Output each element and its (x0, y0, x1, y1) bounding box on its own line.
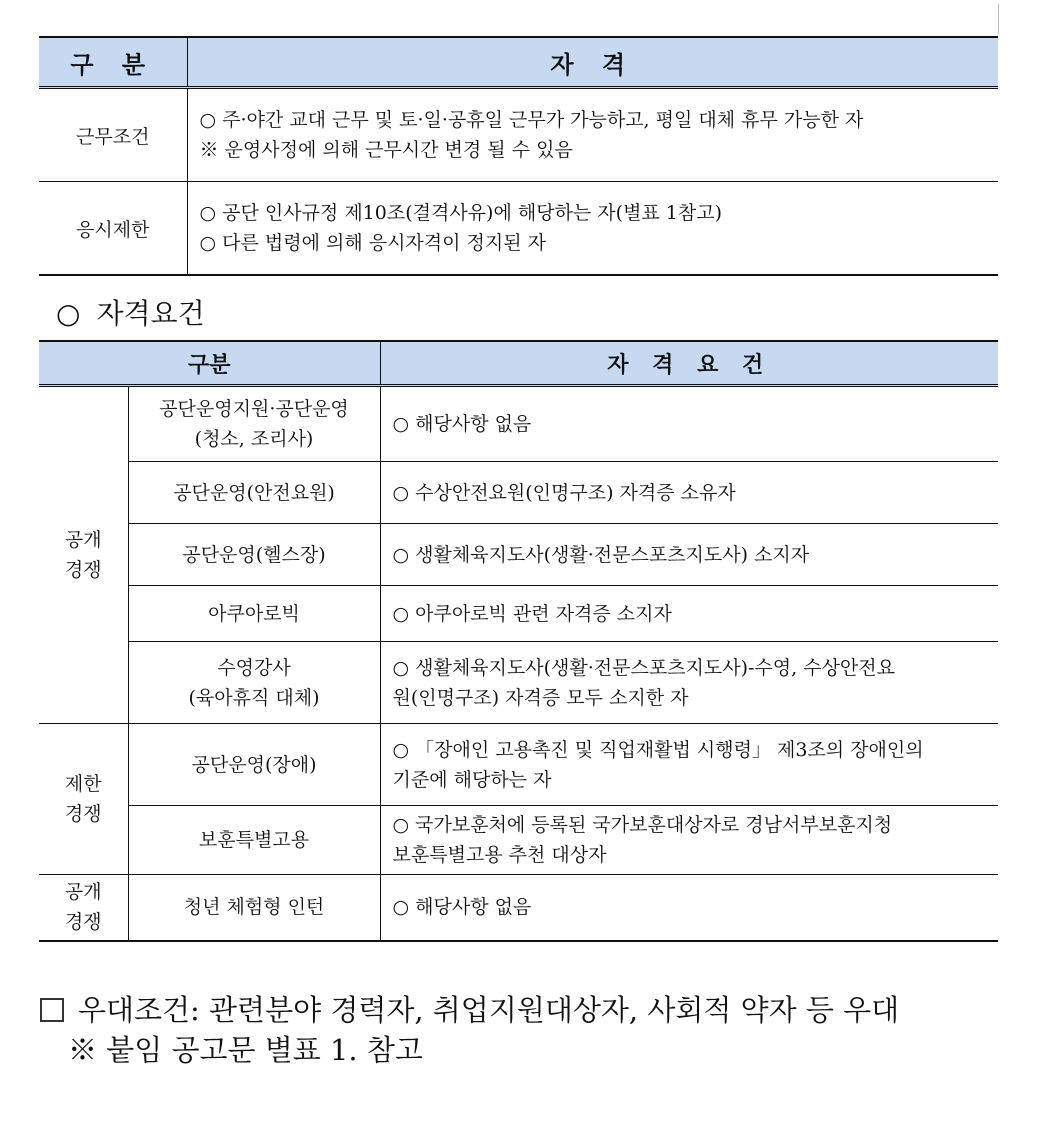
table2-header-division: 구분 (39, 341, 380, 386)
section-title-text: 자격요건 (96, 297, 205, 330)
table-row (39, 875, 998, 941)
table1-header-qualification: 자 격 (187, 37, 998, 88)
requirement-text: ○ 생활체육지도사(생활·전문스포츠지도사)-수영, 수상안전요 원(인명구조) 자격증 모두 소지한 자 (380, 642, 998, 724)
group-label: 제한 경쟁 (39, 724, 128, 875)
row-label: 응시제한 (39, 182, 187, 276)
section-title (56, 292, 205, 332)
preference-conditions (40, 990, 899, 1070)
checkbox-square-icon (40, 998, 64, 1022)
group-label: 공개 경쟁 (39, 386, 128, 724)
qualification-table (39, 340, 998, 942)
work-conditions-table (39, 36, 998, 276)
item-label: 아쿠아로빅 (128, 586, 380, 642)
item-label: 수영강사 (육아휴직 대체) (128, 642, 380, 724)
preference-text: 우대조건: 관련분야 경력자, 취업지원대상자, 사회적 약자 등 우대 (78, 993, 900, 1027)
item-label: 공단운영(헬스장) (128, 524, 380, 586)
row-text: ○ 공단 인사규정 제10조(결격사유)에 해당하는 자(별표 1참고) (199, 202, 723, 224)
row-label: 근무조건 (39, 88, 187, 182)
requirement-text: ○ 국가보훈처에 등록된 국가보훈대상자로 경남서부보훈지청 보훈특별고용 추천 대상자 (380, 806, 998, 875)
table-row (39, 724, 998, 806)
requirement-text: ○ 생활체육지도사(생활·전문스포츠지도사) 소지자 (380, 524, 998, 586)
row-text: ○ 다른 법령에 의해 응시자격이 정지된 자 (199, 232, 546, 254)
table-row (39, 586, 998, 642)
group-label: 공개 경쟁 (39, 875, 128, 941)
table-row (39, 386, 998, 462)
requirement-text: ○ 아쿠아로빅 관련 자격증 소지자 (380, 586, 998, 642)
row-text: ※ 운영사정에 의해 근무시간 변경 될 수 있음 (199, 139, 573, 161)
page-edge-line (998, 4, 999, 34)
circle-bullet-icon: ○ (56, 297, 81, 330)
table-row (39, 806, 998, 875)
footnote: ※ 붙임 공고문 별표 1. 참고 (68, 1033, 423, 1067)
requirement-text: ○ 「장애인 고용촉진 및 직업재활법 시행령」 제3조의 장애인의 기준에 해당하는 자 (380, 724, 998, 806)
item-label: 공단운영(장애) (128, 724, 380, 806)
table-row (39, 524, 998, 586)
item-label: 공단운영(안전요원) (128, 462, 380, 524)
table1-header-division: 구 분 (39, 37, 187, 88)
requirement-text: ○ 해당사항 없음 (380, 386, 998, 462)
item-label: 청년 체험형 인턴 (128, 875, 380, 941)
table2-header-requirements: 자 격 요 건 (380, 341, 998, 386)
table-row (39, 88, 998, 182)
requirement-text: ○ 수상안전요원(인명구조) 자격증 소유자 (380, 462, 998, 524)
table-row (39, 462, 998, 524)
item-label: 보훈특별고용 (128, 806, 380, 875)
item-label: 공단운영지원·공단운영 (청소, 조리사) (128, 386, 380, 462)
table-row (39, 642, 998, 724)
requirement-text: ○ 해당사항 없음 (380, 875, 998, 941)
row-text: ○ 주·야간 교대 근무 및 토·일·공휴일 근무가 가능하고, 평일 대체 휴무 가능한 자 (199, 109, 864, 131)
table-row (39, 182, 998, 276)
